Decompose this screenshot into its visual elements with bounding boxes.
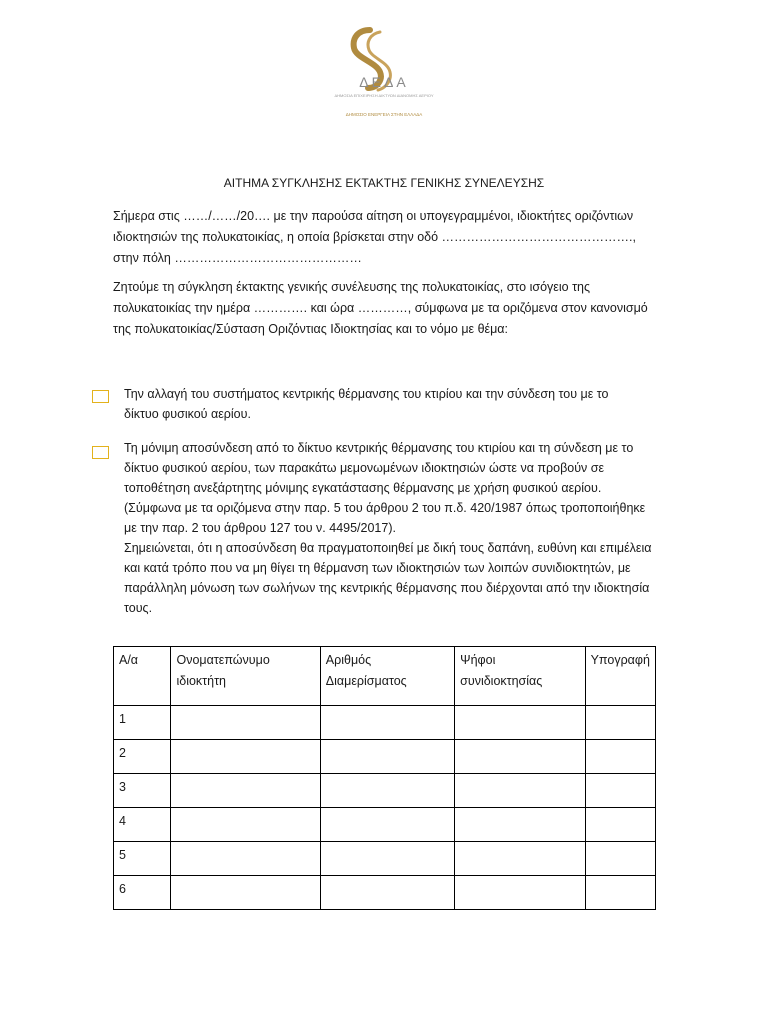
header-aa: Α/α (114, 647, 171, 706)
option2-checkbox[interactable] (92, 446, 109, 459)
votes-cell[interactable] (455, 876, 585, 910)
intro-paragraph: Σήμερα στις ……/……/20…. με την παρούσα αίτηση οι υπογεγραμμένοι, ιδιοκτήτες οριζόντιων ιδιοκτησιών της πολυκατοικίας, η οποία βρίσκεται στην οδό ………………………………………., στην πόλη ……………………………………… (113, 209, 636, 265)
option2-text: Τη μόνιμη αποσύνδεση από το δίκτυο κεντρικής θέρμανσης του κτιρίου και τη σύνδεση με το δίκτυο φυσικού αερίου, των παρακάτω μεμονωμένων ιδιοκτησιών ώστε να προβούν σε τοποθέτηση ανεξάρτητης μόνιμης εγκατάστασης θέρμανσης με χρήση φυσικού αερίου. (124, 441, 634, 495)
signature-cell[interactable] (585, 842, 655, 876)
apartment-cell[interactable] (320, 706, 454, 740)
header-signature: Υπογραφή (585, 647, 655, 706)
signature-cell[interactable] (585, 876, 655, 910)
apartment-cell[interactable] (320, 808, 454, 842)
owner-name-cell[interactable] (171, 706, 320, 740)
signature-cell[interactable] (585, 740, 655, 774)
request-paragraph: Ζητούμε τη σύγκληση έκτακτης γενικής συνέλευσης της πολυκατοικίας, στο ισόγειο της πολυκατοικίας την ημέρα …………. και ώρα …………, σύμφωνα με τα οριζόμενα στον κανονισμό της πολυκατοικίας/Σύσταση Οριζόντιας Ιδιοκτησίας και το νόμο με θέμα: (113, 280, 648, 336)
owner-name-cell[interactable] (171, 876, 320, 910)
owners-table (113, 646, 656, 910)
row-number: 6 (114, 876, 171, 910)
option2-note: Σημειώνεται, ότι η αποσύνδεση θα πραγματοποιηθεί με δική τους δαπάνη, ευθύνη και επιμέλεια και κατά τρόπο που να μη θίγει τη θέρμανση των ιδιοκτησιών των λοιπών συνιδιοκτητών, με παράλληλη μόνωση των σωλήνων της κεντρικής θέρμανσης που διέρχονται από την ιδιοκτησία τους. (124, 541, 652, 615)
owner-name-cell[interactable] (171, 740, 320, 774)
votes-cell[interactable] (455, 706, 585, 740)
header-owner-name: Ονοματεπώνυμο ιδιοκτήτη (171, 647, 320, 706)
header-votes: Ψήφοι συνιδιοκτησίας (455, 647, 585, 706)
votes-cell[interactable] (455, 740, 585, 774)
votes-cell[interactable] (455, 842, 585, 876)
owner-name-cell[interactable] (171, 774, 320, 808)
owner-name-cell[interactable] (171, 808, 320, 842)
apartment-cell[interactable] (320, 876, 454, 910)
apartment-cell[interactable] (320, 740, 454, 774)
option1-checkbox[interactable] (92, 390, 109, 403)
owner-name-cell[interactable] (171, 842, 320, 876)
table-row (114, 876, 656, 910)
document-title: ΑΙΤΗΜΑ ΣΥΓΚΛΗΣΗΣ ΕΚΤΑΚΤΗΣ ΓΕΝΙΚΗΣ ΣΥΝΕΛΕΥΣΗΣ (223, 176, 545, 190)
votes-cell[interactable] (455, 774, 585, 808)
option2-block (124, 438, 654, 618)
table-row (114, 774, 656, 808)
header-apartment-number: Αριθμός Διαμερίσματος (320, 647, 454, 706)
table-row (114, 842, 656, 876)
signature-cell[interactable] (585, 774, 655, 808)
row-number: 5 (114, 842, 171, 876)
brand-name: ΔΕΔΑ (359, 74, 409, 90)
apartment-cell[interactable] (320, 842, 454, 876)
row-number: 1 (114, 706, 171, 740)
votes-cell[interactable] (455, 808, 585, 842)
table-row (114, 808, 656, 842)
apartment-cell[interactable] (320, 774, 454, 808)
table-row (114, 740, 656, 774)
signature-cell[interactable] (585, 808, 655, 842)
signature-cell[interactable] (585, 706, 655, 740)
row-number: 2 (114, 740, 171, 774)
option2-law-reference: (Σύμφωνα με τα οριζόμενα στην παρ. 5 του άρθρου 2 του π.δ. 420/1987 όπως τροποποιήθηκε με την παρ. 2 του άρθρου 127 του ν. 4495/2017). (124, 501, 646, 535)
table-row (114, 706, 656, 740)
brand-subtitle: ΔΗΜΟΣΙΑ ΕΠΙΧΕΙΡΗΣΗ ΔΙΚΤΥΩΝ ΔΙΑΝΟΜΗΣ ΑΕΡΙΟΥ (334, 93, 434, 98)
brand-tagline: ΔΗΜΟΣΙΟ ΕΝΕΡΓΕΙΑ ΣΤΗΝ ΕΛΛΑΔΑ (345, 112, 423, 117)
row-number: 4 (114, 808, 171, 842)
table-header-row (114, 647, 656, 706)
row-number: 3 (114, 774, 171, 808)
option1-text: Την αλλαγή του συστήματος κεντρικής θέρμανσης του κτιρίου και την σύνδεση του με το δίκτυο φυσικού αερίου. (124, 387, 609, 421)
